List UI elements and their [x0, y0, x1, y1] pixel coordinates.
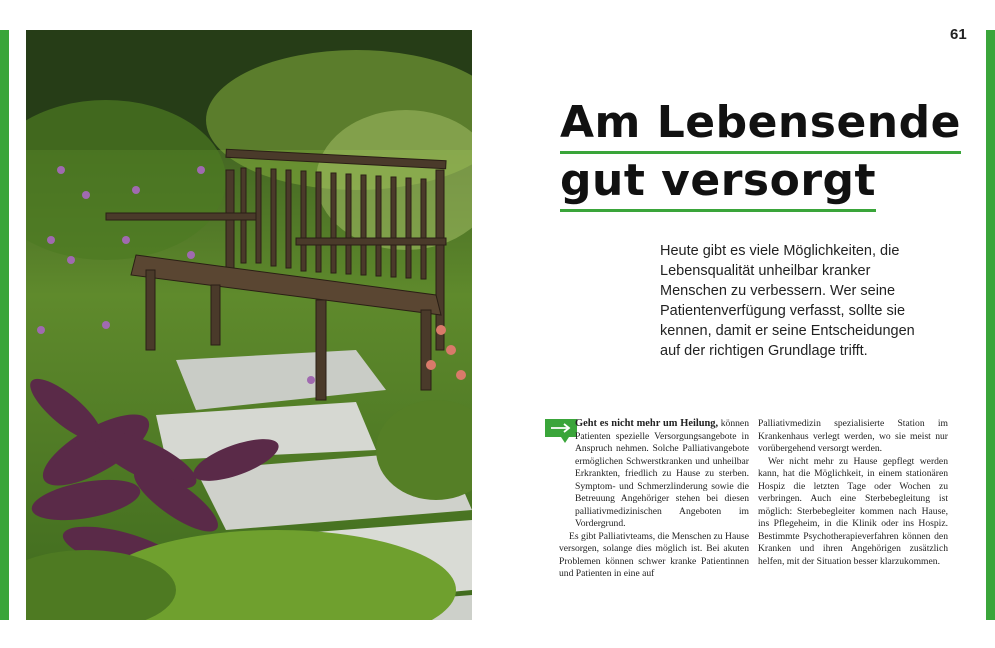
page-number: 61: [950, 26, 967, 43]
body-paragraph-4: Wer nicht mehr zu Hause gepflegt werden kann, hat die Möglichkeit, in einem stationären Hospiz die letzten Tage oder Wochen zu verbringen. Auch eine Sterbebegleitung ist möglich: Sterbebegleiter kommen nach Hause, ins Pflegeheim, in die Klinik oder ins Hospiz. Bestimmte Psychotherapieverfahren können den Kranken und ihren Angehörigen zusätzlich helfen, mit der Situation besser klarzukommen.: [758, 455, 948, 567]
body-paragraph-1-text: können Patienten spezielle Versorgungsangebote in Anspruch nehmen. Solche Palliativangebote ermöglichen Schwerstkranken und unheilbar Erkrankten, friedlich zu Hause zu sterben. Symptom- und Schmerzlinderung sowie die Betreuung Angehöriger stehen bei diesen palliativmedizinischen Angeboten im Vordergrund.: [575, 418, 749, 529]
intro-paragraph: Heute gibt es viele Möglichkeiten, die Lebensqualität unheilbar kranker Menschen zu verbessern. Wer seine Patientenverfügung verfasst, sollte sie kennen, damit er seine Entscheidungen auf der richtigen Grundlage trifft.: [660, 243, 915, 359]
page-title: [560, 96, 961, 212]
body-column-1: [559, 418, 749, 581]
body-paragraph-3: Palliativmedizin spezialisierte Station im Krankenhaus verlegt werden, wo sie meist nur vorübergehend versorgt werden.: [758, 418, 948, 454]
left-green-margin-bar: [0, 30, 9, 620]
title-line-1: Am Lebensende: [560, 96, 961, 154]
body-column-2: [758, 418, 948, 568]
title-line-2: gut versorgt: [560, 154, 876, 212]
right-green-margin-bar: [986, 30, 995, 620]
body-paragraph-2: Es gibt Palliativteams, die Menschen zu Hause versorgen, solange dies möglich ist. Bei akuten Problemen können schwer kranke Patientinnen und Patienten in eine auf: [559, 530, 749, 579]
garden-bench-photo: [26, 30, 472, 620]
body-paragraph-1: [559, 418, 749, 531]
lead-in-bold: Geht es nicht mehr um Heilung,: [575, 418, 719, 429]
